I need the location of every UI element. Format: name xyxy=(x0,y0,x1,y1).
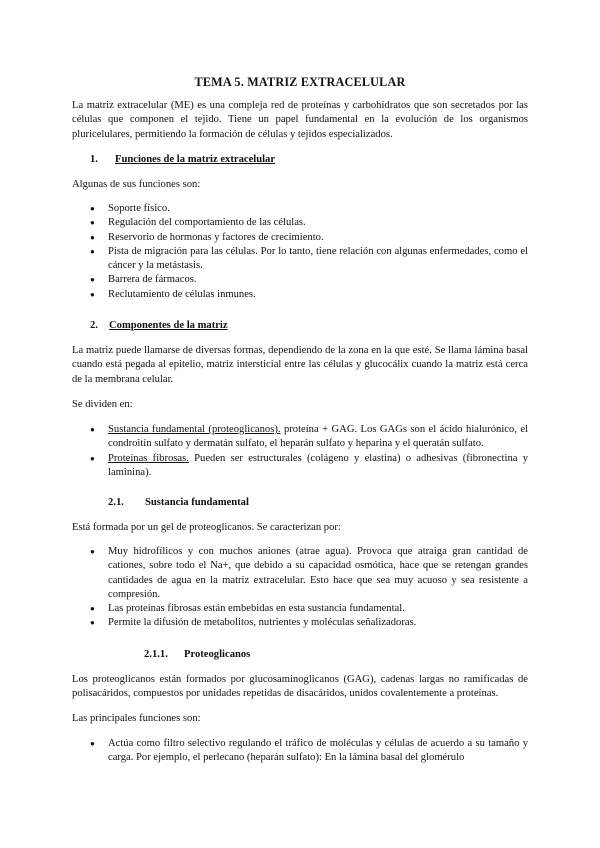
section-1-number: 1. xyxy=(90,154,98,165)
intro-paragraph: La matriz extracelular (ME) es una compleja red de proteínas y carbohidratos que son secretados por las células que componen el tejido. Tiene un papel fundamental en la evolución de los organismos pluricelulares, permitiendo la formación de células y tejidos especializados. xyxy=(72,100,528,140)
section-1-title: Funciones de la matriz extracelular xyxy=(115,154,276,165)
bullet-icon: ● xyxy=(90,618,95,628)
list-item: ● Permite la difusión de metabolitos, nutrientes y moléculas señalizadoras. xyxy=(72,616,528,630)
section-2-lead: Se dividen en: xyxy=(72,399,133,410)
section-2-1-1-lead: Las principales funciones son: xyxy=(72,713,201,724)
bullet-icon: ● xyxy=(90,275,95,285)
section-2-1-lead: Está formada por un gel de proteoglicanos. Se caracterizan por: xyxy=(72,522,341,533)
bullet-icon: ● xyxy=(90,547,95,556)
bullet-icon: ● xyxy=(90,246,95,256)
bullet-icon: ● xyxy=(90,453,95,463)
section-2-1-1-heading xyxy=(144,648,250,662)
section-2-number: 2. xyxy=(90,320,98,331)
list-item: ● Pista de migración para las células. Por lo tanto, tiene relación con algunas enfermedades, como el cáncer y la metástasis. xyxy=(90,245,528,272)
bullet-icon: ● xyxy=(90,204,95,213)
list-item: ● Barrera de fármacos. xyxy=(72,273,528,287)
section-2-paragraph: La matriz puede llamarse de diversas formas, dependiendo de la zona en la que esté. Se llama lámina basal cuando está pegada al epitelio, matriz intersticial entre las células y glucocálix cuando la matriz está cerca de la membrana celular. xyxy=(72,345,528,385)
list-item: ● Regulación del comportamiento de las células. xyxy=(72,216,528,230)
section-2-1-1-paragraph: Los proteoglicanos están formados por glucosaminoglicanos (GAG), cadenas largas no ramificadas de polisacáridos, compuestos por unidades repetidas de disacáridos, unidos covalentemente a proteínas. xyxy=(72,674,528,700)
section-2-heading xyxy=(90,319,228,333)
section-2-1-1-title: Proteoglicanos xyxy=(184,649,251,660)
section-1-heading xyxy=(90,153,275,167)
list-item: ● Muy hidrofílicos y con muchos aniones (atrae agua). Provoca que atraiga gran cantidad de cationes, sobre todo el Na+, que debido a su capacidad osmótica, hace que se retengan grandes cantidades de agua en la matriz extracelular. Esto hace que sea muy acuoso y sea resistente a compresión. xyxy=(90,546,528,600)
bullet-icon: ● xyxy=(90,289,95,299)
list-item: ● Reclutamiento de células inmunes. xyxy=(72,288,528,302)
list-item: ● Soporte físico. xyxy=(72,202,528,216)
bullet-icon: ● xyxy=(90,739,95,748)
section-2-1-title: Sustancia fundamental xyxy=(145,497,249,508)
bullet-icon: ● xyxy=(90,232,95,242)
bullet-icon: ● xyxy=(90,425,95,434)
bullet-icon: ● xyxy=(90,604,95,614)
list-item: ● Sustancia fundamental (proteoglicanos). proteína + GAG. Los GAGs son el ácido hialurónico, el condroitín sulfato y dermatán sulfato, el heparán sulfato y heparina y el queratán sulfato. xyxy=(90,424,529,450)
section-2-1-1-number: 2.1.1. xyxy=(144,649,168,660)
characteristics-list xyxy=(72,545,528,631)
section-2-title: Componentes de la matriz xyxy=(109,320,228,331)
list-item: ● Reservorio de hormonas y factores de crecimiento. xyxy=(72,231,528,245)
bullet-icon: ● xyxy=(90,218,95,228)
section-2-1-number: 2.1. xyxy=(108,497,124,508)
section-1-lead: Algunas de sus funciones son: xyxy=(72,179,201,190)
proteoglycan-functions-list xyxy=(72,737,528,766)
components-list xyxy=(72,423,528,480)
list-item: ● Las proteínas fibrosas están embebidas en esta sustancia fundamental. xyxy=(72,602,528,616)
section-2-1-heading xyxy=(108,496,249,510)
list-item: ● Actúa como filtro selectivo regulando el tráfico de moléculas y células de acuerdo a su tamaño y carga. Por ejemplo, el perlecano (heparán sulfato): En la lámina basal del glomérulo xyxy=(90,738,528,764)
list-item: ● Proteínas fibrosas. Pueden ser estructurales (colágeno y elastina) o adhesivas (fibronectina y laminina). xyxy=(90,452,528,478)
functions-list xyxy=(72,202,528,302)
page-title: TEMA 5. MATRIZ EXTRACELULAR xyxy=(194,75,406,89)
